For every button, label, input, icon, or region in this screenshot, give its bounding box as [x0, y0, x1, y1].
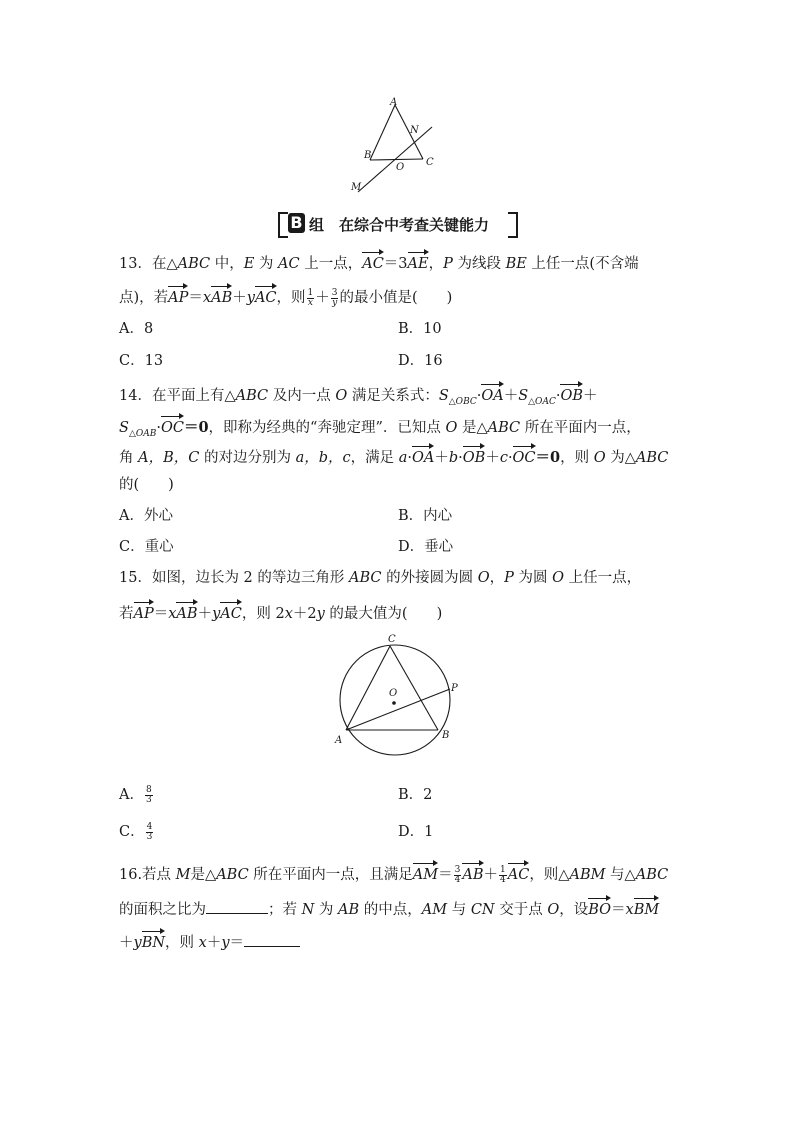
q15-option-b: B．2 [398, 787, 433, 803]
vector-ob: OB [463, 443, 486, 469]
q13-option-c: C．13 [119, 353, 164, 369]
vector-ae: AE [408, 249, 429, 275]
side-ac [346, 646, 390, 730]
q14-line3: 角 A，B，C 的对边分别为 a，b，c，满足 a·OA＋b·OB＋c·OC＝0，则 O 为△ABC [119, 443, 668, 469]
vector-bo: BO [588, 895, 611, 921]
q13-option-a: A．8 [119, 321, 154, 337]
right-bracket-icon [508, 212, 518, 238]
vector-ac: AC [220, 599, 242, 625]
vector-oa: OA [412, 443, 434, 469]
q14-line1: 14．在平面上有△ABC 及内一点 O 满足关系式：$S_{\triangle OBC}\cdot OA+S_{\triangle OAC}\cdot OB+$ [119, 381, 597, 413]
fraction-8-over-3: $\frac{8}{3}$ [145, 784, 152, 805]
vector-oa: OA [481, 381, 503, 407]
label-a: A [335, 735, 343, 746]
label-c: C [388, 634, 396, 645]
side-bc [370, 159, 423, 160]
q14-option-c: C．重心 [119, 539, 174, 555]
circumcircle [340, 645, 450, 755]
q15-line2: 若AP＝xAB＋yAC，则 2x＋2y 的最大值为( ) [119, 599, 442, 625]
vector-oc: OC [513, 443, 536, 469]
side-ac [395, 105, 423, 159]
vector-ap: AP [168, 283, 188, 309]
label-c: C [426, 157, 434, 168]
section-badge: B [288, 213, 305, 233]
label-p: P [451, 683, 458, 694]
fraction-1-over-x: $\frac{1}{x}$ [307, 287, 314, 308]
q13-line1: 13．在△ABC 中，E 为 AC 上一点，AC＝3AE，P 为线段 BE 上任一点(不含端 [119, 249, 639, 275]
answer-blank-2[interactable] [244, 932, 300, 947]
fraction-3-over-y: $\frac{3}{y}$ [331, 287, 338, 308]
fraction-3-over-4: $\frac{3}{4}$ [454, 864, 461, 885]
answer-blank-1[interactable] [206, 899, 268, 914]
fraction-1-over-4: $\frac{1}{4}$ [500, 864, 506, 885]
q14-option-b: B．内心 [398, 508, 453, 524]
label-b: B [364, 150, 372, 161]
vector-oc: OC [161, 413, 184, 439]
q16-line1: 16.若点 M是△ABC 所在平面内一点，且满足AM＝ $\frac{3}{4}$ AB＋ $\frac{1}{4}$ AC，则△ABM 与△ABC [119, 860, 668, 886]
vector-ac: AC [255, 283, 277, 309]
q14-option-a: A．外心 [119, 508, 173, 524]
label-a: A [390, 97, 398, 108]
label-n: N [410, 125, 419, 136]
label-b: B [442, 730, 450, 741]
q14-line4: 的( ) [119, 477, 174, 493]
q15-option-c: C． $\frac{4}{3}$ [119, 821, 153, 842]
q16-line3: ＋yBN，则 x＋y＝ [119, 928, 300, 954]
vector-bm: BM [634, 895, 660, 921]
section-header [278, 212, 518, 238]
q14-option-d: D．垂心 [398, 539, 454, 555]
circumcircle-figure [330, 630, 470, 760]
vector-bn: BN [142, 928, 165, 954]
vector-ap: AP [134, 599, 154, 625]
vector-ab: AB [176, 599, 197, 625]
center-point-o [392, 701, 396, 705]
q15-option-a: A． $\frac{8}{3}$ [119, 784, 152, 805]
vector-ac: AC [508, 860, 530, 886]
label-o: O [389, 688, 398, 699]
vector-ab: AB [211, 283, 232, 309]
section-title: 组 在综合中考查关键能力 [309, 216, 490, 234]
q14-line2: $S_{\triangle OAB}\cdot OC=0$，即称为经典的“奔驰定理”．已知点 O 是△ABC 所在平面内一点， [119, 413, 641, 445]
left-bracket-icon [278, 212, 288, 238]
q13-option-d: D．16 [398, 353, 443, 369]
triangle-transversal-figure [340, 92, 450, 196]
vector-ab: AB [462, 860, 483, 886]
fraction-4-over-3: $\frac{4}{3}$ [146, 821, 153, 842]
q15-line1: 15．如图，边长为 2 的等边三角形 ABC 的外接圆为圆 O，P 为圆 O 上任一点， [119, 570, 642, 586]
q15-option-d: D．1 [398, 824, 434, 840]
vector-ob: OB [560, 381, 583, 407]
q13-option-b: B．10 [398, 321, 442, 337]
label-o: O [396, 162, 405, 173]
label-m: M [351, 182, 362, 193]
vector-ac: AC [362, 249, 384, 275]
q16-line2: 的面积之比为 ；若 N 为 AB 的中点，AM 与 CN 交于点 O，设BO＝xBM [119, 895, 659, 921]
vector-am: AM [413, 860, 438, 886]
side-ab [370, 105, 395, 160]
q13-line2: 点)，若AP＝xAB＋yAC，则 $\frac{1}{x}$ ＋ $\frac{3}{y}$ 的最小值是( ) [119, 283, 452, 309]
